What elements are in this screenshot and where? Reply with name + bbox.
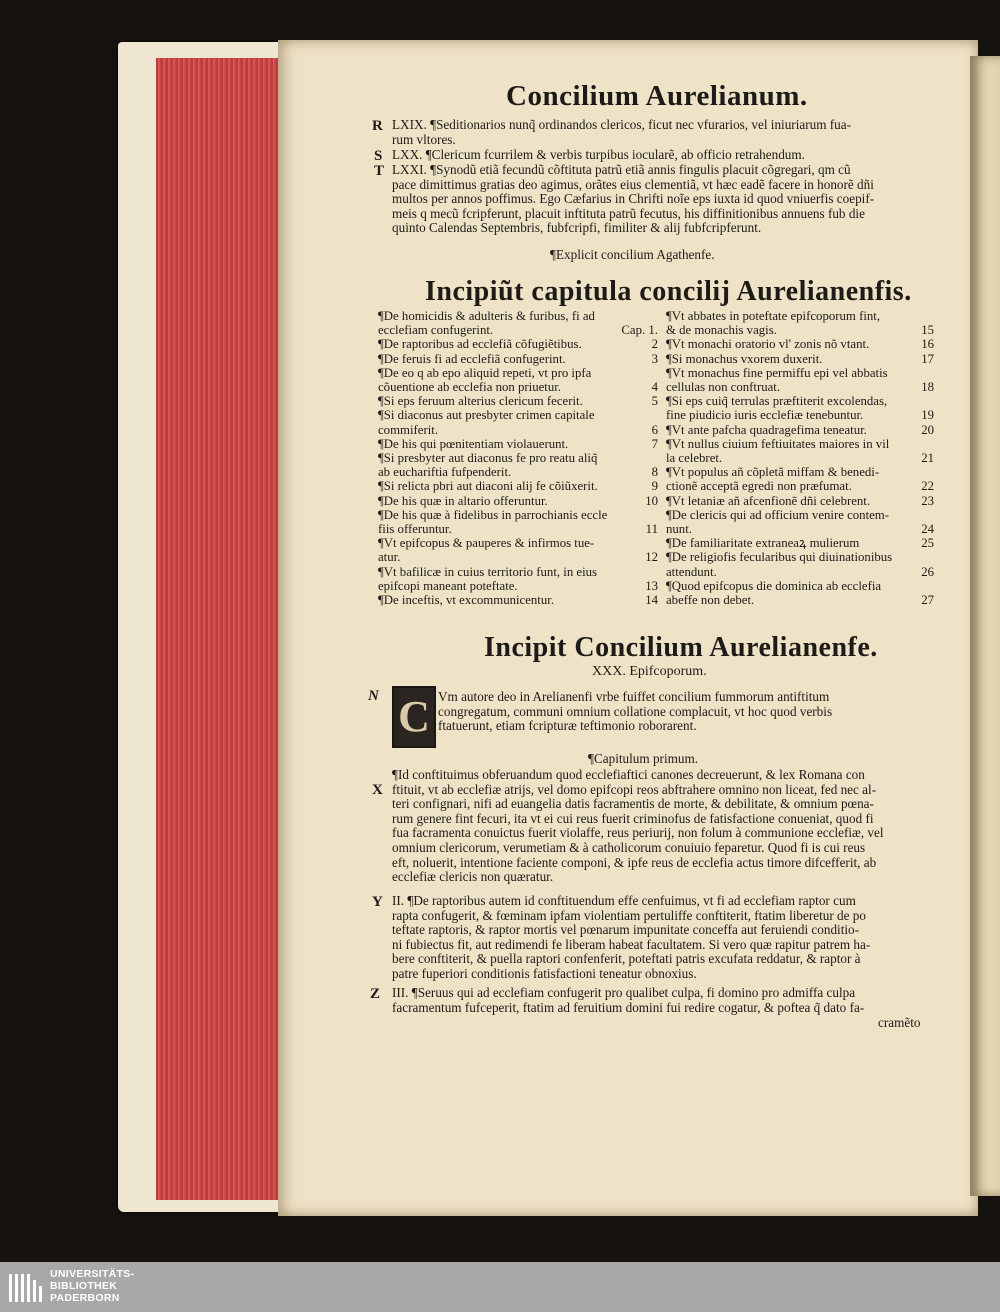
margin-marker-s: S bbox=[374, 148, 383, 164]
chapter-item: fiis offeruntur. 11 bbox=[378, 522, 658, 537]
capitulum-primum: ¶Capitulum primum. bbox=[588, 752, 699, 766]
canon-line: teri confignari, nifi ad euangelia datis facramentis de morte, & debilitate, & omnium pœna- bbox=[392, 797, 874, 812]
canon-line: teftate raptoris, & raptor mortis vel pœnarum impunitate conceffa aut feruiendi conditio- bbox=[392, 923, 860, 938]
canon-line: eft, noluerit, intentione faciente componi, & ipfe reus de ecclefia actus timore difcefferit, ab bbox=[392, 855, 877, 870]
margin-marker-x: X bbox=[372, 782, 383, 798]
entry-line: rum vltores. bbox=[392, 132, 456, 147]
canon-line: ecclefiæ clericis non quæratur. bbox=[392, 870, 554, 885]
chapter-item: atur. 12 bbox=[378, 550, 658, 565]
chapter-item: ¶De his quæ in altario offeruntur. 10 bbox=[378, 493, 658, 508]
canon-line: bere conftiterit, & puella raptori confenferit, poteftati patris excufata reddatur, & raptor à bbox=[392, 952, 861, 967]
canon-line: III. ¶Seruus qui ad ecclefiam confugerit pro qualibet culpa, fi domino pro admiffa culpa bbox=[392, 986, 856, 1000]
canon-3 bbox=[392, 986, 932, 1015]
entry-lxxi bbox=[392, 163, 932, 236]
margin-marker-z: Z bbox=[370, 986, 381, 1002]
entry-lxx bbox=[392, 148, 932, 163]
library-name-line: UNIVERSITÄTS- bbox=[50, 1268, 135, 1280]
canon-line: ni fubiectus fit, aut redimendi fe liberam habeat facultatem. Si vero quæ rapitur patrem ha- bbox=[392, 937, 871, 952]
canon-line: fua facramenta conuictus fuerit violaffe, reus periurij, non folum à communione ecclefiæ, vel bbox=[392, 826, 884, 841]
chapter-item: ¶De inceftis, vt excommunicentur. 14 bbox=[378, 593, 658, 608]
margin-marker-r: R bbox=[372, 118, 383, 134]
canon-line: patre fuperiori conditionis fatisfactioni teneatur obnoxius. bbox=[392, 966, 697, 981]
library-name-line: PADERBORN bbox=[50, 1292, 120, 1304]
library-name-line: BIBLIOTHEK bbox=[50, 1280, 118, 1292]
chapter-item: ¶Si diaconus aut presbyter crimen capitale bbox=[378, 408, 595, 423]
catchword: cramẽto bbox=[878, 1016, 921, 1030]
chapter-list-right bbox=[666, 309, 934, 607]
chapter-item: ¶Si relicta pbri aut diaconi alij fe cõiũxerit. 9 bbox=[378, 479, 658, 494]
capitula-heading: Incipiũt capitula concilij Aurelianenfis. bbox=[425, 276, 912, 307]
council-heading: Incipit Concilium Aurelianenfe. bbox=[484, 632, 878, 663]
chapter-item: ecclefiam confugerint. Cap. 1. bbox=[378, 323, 658, 338]
preface-text bbox=[438, 690, 932, 734]
canon-line: ¶Id conftituimus obferuandum quod ecclefiaftici canones decreuerunt, & lex Romana con bbox=[392, 768, 865, 782]
chapter-item: ¶De religiofis fecularibus qui diuinationibus bbox=[666, 550, 893, 565]
preface-line: ftatuerunt, etiam fcripturæ teftimonio roborarent. bbox=[438, 719, 697, 734]
chapter-item: ¶De feruis fi ad ecclefiã confugerint. 3 bbox=[378, 351, 658, 366]
chapter-item: la celebret. 21 bbox=[666, 451, 934, 466]
chapter-item: ¶Vt ante pafcha quadragefima teneatur. 20 bbox=[666, 422, 934, 437]
chapter-item: ¶De eo q ab epo aliquid repeti, vt pro ipfa bbox=[378, 365, 592, 380]
chapter-list-left bbox=[378, 309, 658, 607]
decorated-initial: C bbox=[392, 686, 436, 748]
canon-line: II. ¶De raptoribus autem id conftituendum effe cenfuimus, vt fi ad ecclefiam raptor cum bbox=[392, 894, 856, 908]
canon-1 bbox=[392, 768, 932, 885]
canon-2 bbox=[392, 894, 932, 982]
chapter-item: ¶De familiaritate extraneaꝝ mulierum 25 bbox=[666, 536, 934, 551]
margin-marker-n: N bbox=[368, 688, 379, 704]
margin-marker-t: T bbox=[374, 163, 385, 179]
preface-line: congregatum, communi omnium collatione complacuit, vt hoc quod verbis bbox=[438, 704, 833, 719]
entry-line: multos per annos poffimus. Ego Cæfarius in Chrifti noĩe eps iuxta id quod vniuerfis coepif- bbox=[392, 192, 875, 207]
chapter-item: ¶De his qui pœnitentiam violauerunt. 7 bbox=[378, 436, 658, 451]
chapter-item: ¶Quod epifcopus die dominica ab ecclefia bbox=[666, 578, 882, 593]
chapter-item: ¶Si eps feruum alterius clericum fecerit. 5 bbox=[378, 394, 658, 409]
canon-line: facramentum fufceperit, ftatim ad feruitium domini fui redire cogatur, & poftea q̃ dato fa- bbox=[392, 1000, 865, 1015]
explicit-line: ¶Explicit concilium Agathenfe. bbox=[550, 248, 715, 262]
entry-lxix bbox=[392, 118, 932, 147]
chapter-item: epifcopi maneant poteftate. 13 bbox=[378, 578, 658, 593]
margin-marker-y: Y bbox=[372, 894, 383, 910]
chapter-item: ab euchariftia fufpenderit. 8 bbox=[378, 465, 658, 480]
running-title: Concilium Aurelianum. bbox=[506, 80, 808, 112]
chapter-item: attendunt. 26 bbox=[666, 564, 934, 579]
entry-line: quinto Calendas Septembris, fubfcripfi, fimiliter & alij fubfcripferunt. bbox=[392, 221, 762, 236]
council-subheading: XXX. Epifcoporum. bbox=[592, 664, 707, 679]
entry-line: LXX. ¶Clericum fcurrilem & verbis turpibus iocularẽ, ab officio retrahendum. bbox=[392, 148, 805, 162]
facing-page-edge bbox=[970, 56, 1000, 1196]
red-page-edges bbox=[156, 58, 278, 1200]
chapter-item: abeffe non debet. 27 bbox=[666, 593, 934, 608]
chapter-item: cellulas non conftruat. 18 bbox=[666, 380, 934, 395]
library-name bbox=[50, 1268, 134, 1304]
entry-line: LXIX. ¶Seditionarios nunq̃ ordinandos clericos, ficut nec vfurarios, vel iniuriarum fua- bbox=[392, 118, 851, 132]
preface-line: Vm autore deo in Arelianenfi vrbe fuiffet concilium fummorum antiftitum bbox=[438, 690, 830, 704]
chapter-item: nunt. 24 bbox=[666, 522, 934, 537]
chapter-item: ¶De his quæ à fidelibus in parrochianis eccle bbox=[378, 507, 608, 522]
canon-line: rapta confugerit, & fœminam ipfam violentiam pertuliffe conftiterit, ftatim liberetur de po bbox=[392, 908, 866, 923]
chapter-item: ¶Vt epifcopus & pauperes & infirmos tue- bbox=[378, 536, 595, 551]
chapter-item: ¶Vt bafilicæ in cuius territorio funt, in eius bbox=[378, 564, 598, 579]
chapter-item: commiferit. 6 bbox=[378, 422, 658, 437]
canon-line: omnium clericorum, verumetiam & à catholicorum conuiuio feparetur. Quod fi is cui reus bbox=[392, 840, 866, 855]
chapter-item: fine piudicio iuris ecclefiæ tenebuntur. 19 bbox=[666, 408, 934, 423]
chapter-item: cõuentione ab ecclefia non priuetur. 4 bbox=[378, 380, 658, 395]
library-logo-icon bbox=[8, 1270, 44, 1304]
chapter-item: ¶Vt nullus ciuium feftiuitates maiores in vil bbox=[666, 436, 890, 451]
chapter-item: ¶Si presbyter aut diaconus fe pro reatu aliq̃ bbox=[378, 451, 598, 466]
chapter-item: ¶De clericis qui ad officium venire contem- bbox=[666, 507, 890, 522]
chapter-item: ¶Vt abbates in poteftate epifcoporum fint, bbox=[666, 309, 881, 323]
entry-line: meis q mecũ fcripferunt, placuit inftituta patrũ fecutus, his diffinitionibus annuens fub die bbox=[392, 206, 865, 221]
entry-line: LXXI. ¶Synodũ etiã fecundũ cõftituta patrũ etiã annis fingulis placuit cõgregari, qm cũ bbox=[392, 163, 851, 177]
entry-line: pace dimittimus gratias deo agimus, orãtes eius clementiã, vt hæc eadẽ facere in honorẽ dñi bbox=[392, 177, 874, 192]
chapter-item: ¶Vt letaniæ añ afcenfionẽ dñi celebrent. 23 bbox=[666, 493, 934, 508]
canon-line: rum genere fint fecuri, ita vt ei cui reus fuerit criminofus de fatisfactione conueniat, quod fi bbox=[392, 811, 874, 826]
chapter-item: & de monachis vagis. 15 bbox=[666, 323, 934, 338]
chapter-item: ¶Si monachus vxorem duxerit. 17 bbox=[666, 351, 934, 366]
chapter-item: ctionẽ acceptã egredi non præfumat. 22 bbox=[666, 479, 934, 494]
chapter-item: ¶Vt populus añ cõpletã miffam & benedi- bbox=[666, 465, 880, 480]
library-footer bbox=[0, 1262, 1000, 1312]
chapter-item: ¶De homicidis & adulteris & furibus, fi ad bbox=[378, 309, 595, 323]
canon-line: ftituit, vt ab ecclefiæ atrijs, vel domo epifcopi reos abftrahere omnino non liceat, fed nec al- bbox=[392, 782, 877, 797]
chapter-item: ¶Vt monachi oratorio vl' zonis nõ vtant. 16 bbox=[666, 337, 934, 352]
chapter-item: ¶Si eps cuiq̃ terrulas præftiterit excolendas, bbox=[666, 394, 888, 409]
chapter-item: ¶Vt monachus fine permiffu epi vel abbatis bbox=[666, 365, 888, 380]
chapter-item: ¶De raptoribus ad ecclefiã cõfugiẽtibus. 2 bbox=[378, 337, 658, 352]
